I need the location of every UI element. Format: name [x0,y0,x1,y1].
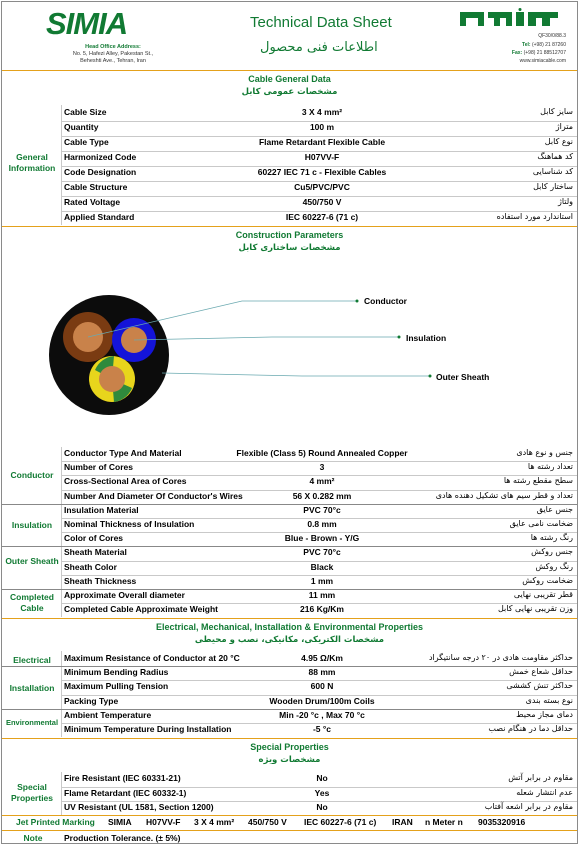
row-value: 4.95 Ω/Km [301,653,343,663]
website: www.simiacable.com [519,58,566,64]
doc-title-fa: اطلاعات فنی محصول [260,40,378,55]
row-value: Cu5/PVC/PVC [294,182,350,192]
brand-logo: SIMIA [46,6,128,41]
row-label: Cable Size [64,107,107,117]
separator [2,738,577,739]
jet-meter: n Meter n [425,817,463,827]
row-value: Min -20 °c , Max 70 °c [279,709,365,720]
row-value: Black [310,561,334,572]
row-label-fa: نوع بسته بندی [525,695,573,705]
row-label: Sheath Material [64,547,127,558]
jet-size: 3 X 4 mm² [194,817,235,827]
electrical-section-title: Electrical, Mechanical, Installation & Environmental Properties [155,622,424,632]
row-label-fa: تعداد رشته ها [527,462,573,472]
row-value: 1 mm [310,575,334,586]
row-value: PVC 70°c [303,547,341,558]
doc-title: Technical Data Sheet [250,14,392,31]
separator [2,226,577,227]
separator [2,830,577,831]
group-insulation: Insulation [11,520,53,530]
tel-value: (+98) 21 87260 [531,42,566,48]
row-value: H07VV-F [304,152,340,162]
fax-label: Fax: [511,50,523,56]
office-address-line1: No. 5, Hafezi Alley, Pakestan St., [72,51,154,57]
row-value: 60227 IEC 71 c - Flexible Cables [257,167,387,177]
row-value: No [316,773,328,783]
datasheet-page [1,1,578,844]
group-environmental: Environmental [5,718,59,727]
row-label: Code Designation [64,167,137,177]
row-label-fa: مقاوم در برابر آتش [508,773,573,782]
cable-cross-section-diagram [2,258,577,444]
row-value: 88 mm [308,667,336,678]
special-section-title-fa: مشخصات ویژه [258,755,321,765]
separator [2,618,577,619]
row-value: Flexible (Class 5) Round Annealed Copper [236,448,408,458]
row-value: Flame Retardant Flexible Cable [258,137,386,147]
row-label: Packing Type [64,695,119,706]
persian-brand-logo-icon [454,8,564,30]
row-value: Blue - Brown - Y/G [284,533,360,544]
callout-outer-sheath: Outer Sheath [436,372,490,382]
cert-number: QF30/0/88.3 [538,33,566,39]
row-label: Maximum Pulling Tension [64,681,169,692]
row-label: Color of Cores [64,533,124,544]
insulation-leader-line [134,337,399,340]
row-label-fa: عدم انتشار شعله [516,787,573,797]
group-conductor: Conductor [10,470,54,480]
construction-section-title-fa: مشخصات ساختاری کابل [238,243,341,253]
row-label: Maximum Resistance of Conductor at 20 °C [64,653,240,663]
note-label: Note [23,833,43,843]
row-label: Number of Cores [64,462,133,473]
office-title: Head Office Address: [85,44,141,50]
fax-value: (+98) 21 88512707 [523,50,566,56]
electrical-section-title-fa: مشخصات الکتریکی، مکانیکی، نصب و محیطی [194,635,385,645]
callout-conductor: Conductor [364,296,407,306]
row-label-fa: ولتاژ [557,197,573,206]
row-label-fa: حداکثر مقاومت هادی در ۲۰ درجه سانتیگراد [428,653,573,662]
row-label: Flame Retardant (IEC 60332-1) [64,787,187,798]
row-label-fa: ضخامت نامی عایق [509,519,573,528]
group-electrical: Electrical [13,655,51,665]
row-label: Cross-Sectional Area of Cores [64,476,187,487]
row-label: Number And Diameter Of Conductor's Wires [64,490,243,501]
group-installation: Installation [9,683,55,693]
row-value: 3 X 4 mm² [301,107,343,117]
row-label-fa: سایز کابل [540,107,573,116]
row-value: 450/750 V [302,197,342,207]
row-value: 216 Kg/Km [300,604,344,615]
group-general-information: General Information [8,152,56,173]
jet-printed-marking [2,816,577,831]
header [2,2,577,68]
row-value: -5 °c [312,724,332,734]
jet-brand: SIMIA [108,817,132,827]
general-section-title-fa: مشخصات عمومی کابل [241,87,338,97]
row-value: 3 [319,462,325,473]
row-value: 0.8 mm [307,519,337,529]
row-value: 600 N [310,681,334,692]
row-value: 100 m [309,122,335,132]
row-value: IEC 60227-6 (71 c) [285,212,359,222]
row-value: No [316,802,328,812]
row-label-fa: جنس روکش [531,547,573,557]
row-label-fa: حداکثر تنش کششی [506,681,573,691]
row-label: Minimum Temperature During Installation [64,724,232,734]
row-label-fa: استاندارد مورد استفاده [496,212,573,221]
callout-insulation: Insulation [406,333,447,343]
jet-serial: 9035320916 [478,817,526,827]
row-label: Approximate Overall diameter [64,590,185,600]
yellow-green-core-conductor [99,366,125,392]
row-value: Wooden Drum/100m Coils [269,695,375,706]
row-label-fa: حداقل شعاع خمش [509,667,573,677]
tel-line [468,42,566,49]
row-label-fa: رنگ رشته ها [530,533,573,543]
row-label-fa: جنس و نوع هادی [516,448,573,457]
leader-end-dot [429,375,432,378]
row-label-fa: حداقل دما در هنگام نصب [488,724,573,733]
row-label: UV Resistant (UL 1581, Section 1200) [64,802,214,812]
row-label: Quantity [64,122,99,132]
row-label: Ambient Temperature [64,709,152,720]
row-value: 56 X 0.282 mm [292,490,352,501]
row-label: Rated Voltage [64,197,121,207]
row-label: Sheath Thickness [64,575,137,586]
fax-line [468,50,566,57]
group-completed-cable: Completed Cable [10,592,54,613]
row-label: Nominal Thickness of Insulation [64,519,195,529]
row-label-fa: کد شناسایی [532,167,573,176]
row-label: Insulation Material [64,504,139,515]
row-label-fa: ساختار کابل [533,182,573,191]
row-value: Yes [314,787,330,798]
jet-label: Jet Printed Marking [16,817,95,827]
sheath-leader-line [162,373,430,376]
group-outer-sheath: Outer Sheath [5,556,59,566]
row-value: 4 mm² [309,476,335,487]
construction-section-title: Construction Parameters [235,230,344,240]
row-label-fa: نوع کابل [544,137,573,146]
leader-end-dot [398,336,401,339]
row-label-fa: جنس عایق [536,504,573,514]
jet-standard: IEC 60227-6 (71 c) [304,817,377,827]
row-label: Sheath Color [64,561,117,572]
row-label-fa: وزن تقریبی نهایی کابل [497,604,573,614]
row-label-fa: تعداد و قطر سیم های تشکیل دهنده هادی [435,490,573,500]
row-label: Cable Type [64,137,109,147]
tel-label: Tel: [522,42,531,48]
row-label-fa: متراژ [555,122,573,131]
row-label: Cable Structure [64,182,128,192]
jet-code: H07VV-F [146,817,181,827]
row-label-fa: ضخامت روکش [522,575,573,585]
row-label-fa: مقاوم در برابر اشعه آفتاب [484,802,573,811]
general-section-title: Cable General Data [248,74,331,84]
jet-voltage: 450/750 V [248,817,287,827]
row-label-fa: رنگ روکش [535,561,573,571]
column-divider [61,772,62,816]
column-divider [61,105,62,225]
group-special-properties: Special Properties [10,782,54,803]
row-label: Minimum Bending Radius [64,667,169,678]
leader-end-dot [356,300,359,303]
jet-country: IRAN [392,817,413,827]
office-address-line2: Beheshti Ave., Tehran, Iran [80,58,146,64]
row-label: Completed Cable Approximate Weight [64,604,218,615]
row-label-fa: کد هماهنگ [537,152,573,161]
special-section-title: Special Properties [250,742,329,752]
note-text: Production Tolerance. (± 5%) [64,833,181,843]
row-value: PVC 70°c [303,504,341,515]
row-label: Harmonized Code [64,152,137,162]
row-label: Applied Standard [64,212,135,222]
row-label-fa: دمای مجاز محیط [516,709,573,719]
row-label-fa: سطح مقطع رشته ها [503,476,573,486]
row-label: Fire Resistant (IEC 60331-21) [64,773,181,783]
row-label-fa: قطر تقریبی نهایی [513,590,573,599]
row-label: Conductor Type And Material [64,448,182,458]
separator [2,70,577,71]
row-value: 11 mm [308,590,336,600]
